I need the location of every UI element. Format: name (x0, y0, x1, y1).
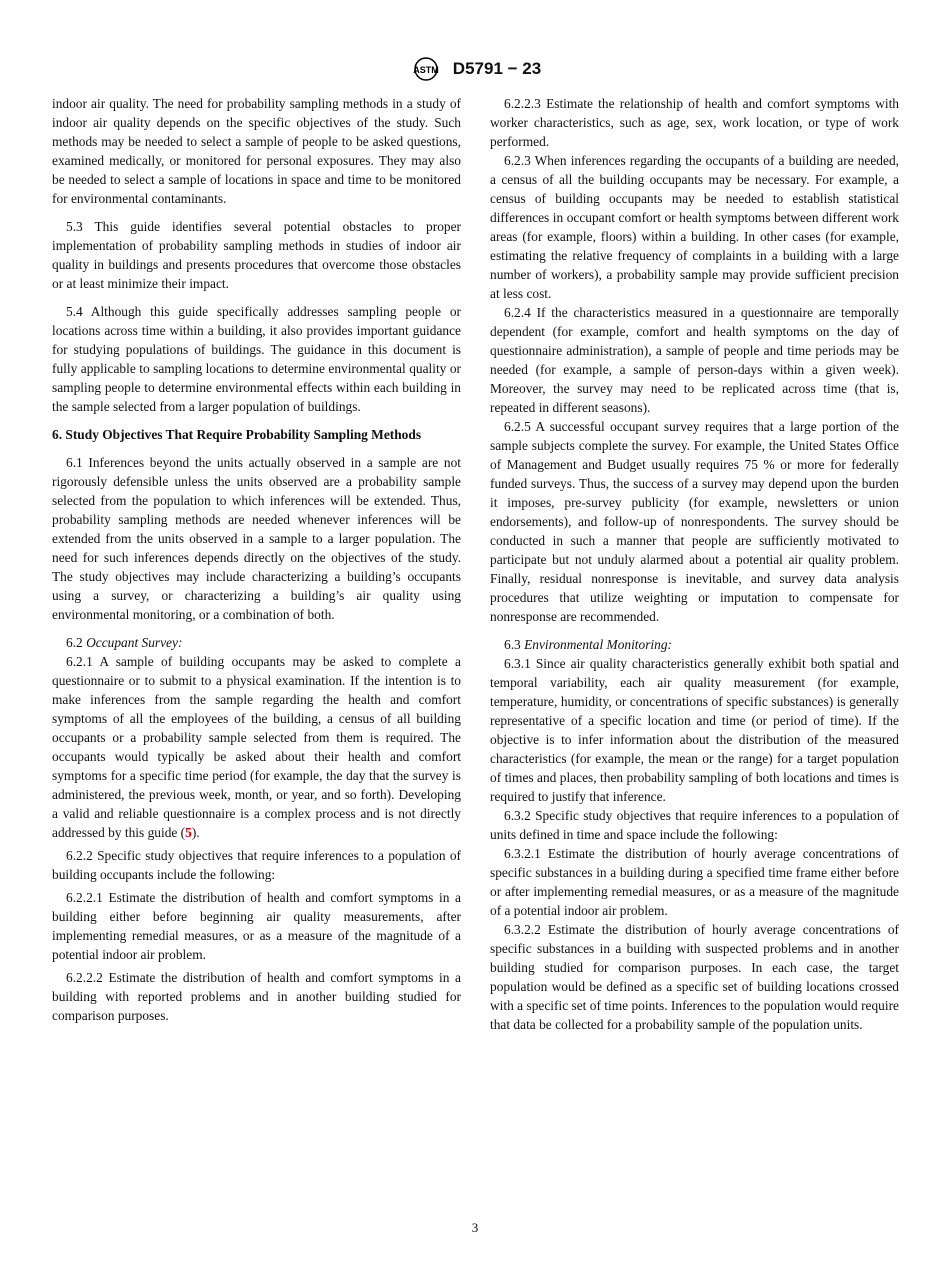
paragraph-text: 6.2.1 A sample of building occupants may be asked to complete a questionnaire or to submit to a physical examination. If the intention is to make inferences from the sample regarding the health and comfort symptoms of all the employees of the building, a census of all building occupants or a probability sample selected from them is required. The occupants would typically be asked about their health and comfort symptoms for a specific time period (for example, the day that the survey is administered, the previous week, month, or year, and so forth). Developing a valid and reliable questionnaire is a complex process and is not directly addressed by this guide ( (52, 654, 461, 840)
page-header (0, 56, 950, 82)
paragraph-6-3-2: 6.3.2 Specific study objectives that require inferences to a population of units defined in time and space include the following: (490, 808, 899, 842)
paragraph-6-2 (52, 633, 461, 652)
paragraph-6-2-2-2: 6.2.2.2 Estimate the distribution of health and comfort symptoms in a building with reported problems and in another building studied for comparison purposes. (52, 970, 461, 1023)
section-title: Occupant Survey: (86, 635, 183, 650)
paragraph-6-3 (490, 635, 899, 654)
paragraph-6-3-1: 6.3.1 Since air quality characteristics generally exhibit both spatial and temporal variability, each air quality measurement (for example, temperature, humidity, or concentrations of specific substances) is generally representative of a specific location and time (or period of time). If the objective is to infer information about the distribution of the measured characteristics (for example, the mean or the range) for a target population of times and places, then probability sampling of both locations and times is required to justify that inference. (490, 656, 899, 804)
right-column (490, 94, 899, 1034)
section-number: 6.2 (66, 635, 83, 650)
paragraph-text-tail: ). (191, 825, 200, 840)
paragraph-6-3-2-2: 6.3.2.2 Estimate the distribution of hourly average concentrations of specific substances in a building with suspected problems and in another building studied for comparison purposes. In each case, the target population would be defined as a specific set of building locations crossed with a specific set of time points. Inferences to the population would require that data be collected for a probability sample of the population units. (490, 922, 899, 1032)
svg-text:ASTM: ASTM (413, 65, 439, 75)
paragraph-6-3-2-1: 6.3.2.1 Estimate the distribution of hourly average concentrations of specific substances in a building during a specified time frame either before or after implementing remedial measures, or as a measure of the magnitude of a potential indoor air problem. (490, 846, 899, 918)
paragraph-6-2-3: 6.2.3 When inferences regarding the occupants of a building are needed, a census of all the building occupants may be necessary. For example, a census of building occupants may be needed to establish statistical differences in occupant comfort or health symptoms between different work areas (for example, floors) within a building. In other cases (for example, estimating the relative frequency of complaints in a building with a large number of workers), a probability sample may provide sufficient precision at less cost. (490, 153, 899, 301)
paragraph-5-2-continued: indoor air quality. The need for probability sampling methods in a study of indoor air quality depends on the specific objectives of the study. Such methods may be needed to select a sample of people to be asked questions, examined medically, or monitored for personal exposures. They may also be needed to select a sample of locations in space and time to be monitored for environmental contaminants. (52, 96, 461, 206)
paragraph-6-2-2-1: 6.2.2.1 Estimate the distribution of health and comfort symptoms in a building either before beginning air quality measurements, after implementing remedial measures, or as a measure of the magnitude of a potential indoor air problem. (52, 890, 461, 962)
paragraph-6-2-5: 6.2.5 A successful occupant survey requires that a large portion of the sample subjects complete the survey. For example, the United States Office of Management and Budget usually requires 75 % or more for federally funded surveys. Thus, the success of a survey may depend upon the burden it imposes, pre-survey publicity (for example, newsletters or union endorsements), and follow-up of nonrespondents. The survey should be conducted in such a manner that people are sufficiently motivated to participate but not unduly alarmed about a potential air quality problem. Finally, residual nonresponse is inevitable, and survey data analysis procedures that utilize weighting or imputation to compensate for nonresponse are recommended. (490, 419, 899, 624)
paragraph-6-2-2: 6.2.2 Specific study objectives that require inferences to a population of building occupants include the following: (52, 848, 461, 882)
left-column (52, 94, 461, 1025)
paragraph-6-1: 6.1 Inferences beyond the units actually observed in a sample are not rigorously defensible unless the units observed are a probability sample selected from the population to which inferences will be extended. Thus, probability sampling methods are needed whenever inferences will be extended from the units observed in a sample to a larger population. The need for such inferences depends directly on the objectives of the study. The study objectives may include characterizing a building’s occupants using a survey, or characterizing a building’s air quality using environmental monitoring, or a combination of both. (52, 455, 461, 622)
paragraph-5-4: 5.4 Although this guide specifically addresses sampling people or locations across time within a building, it also provides important guidance for studying populations of buildings. The guidance in this document is fully applicable to sampling locations to determine environmental quality or sampling people to determine environmental effects within each building in the sample selected from a larger population of buildings. (52, 304, 461, 414)
paragraph-6-2-4: 6.2.4 If the characteristics measured in a questionnaire are temporally dependent (for example, comfort and health symptoms on the day of questionnaire administration), a sample of people and time periods may be needed (for example, a sample of person-days within a given week). Moreover, the survey may need to be replicated across time (that is, repeated in different seasons). (490, 305, 899, 415)
paragraph-5-3: 5.3 This guide identifies several potential obstacles to proper implementation of probability sampling methods in studies of indoor air quality in buildings and presents procedures that overcome those obstacles or at least minimize their impact. (52, 219, 461, 291)
section-number: 6.3 (504, 637, 521, 652)
reference-link[interactable]: 5 (185, 825, 192, 840)
section-heading-6: 6. Study Objectives That Require Probability Sampling Methods (52, 427, 422, 442)
astm-logo-icon (409, 56, 443, 82)
page-number: 3 (471, 1220, 479, 1235)
section-title: Environmental Monitoring: (524, 637, 673, 652)
paragraph-6-2-2-3: 6.2.2.3 Estimate the relationship of health and comfort symptoms with worker characteristics, such as age, sex, work location, or type of work performed. (490, 96, 899, 149)
paragraph-6-2-1 (52, 652, 461, 842)
document-designation: D5791 − 23 (452, 59, 542, 78)
